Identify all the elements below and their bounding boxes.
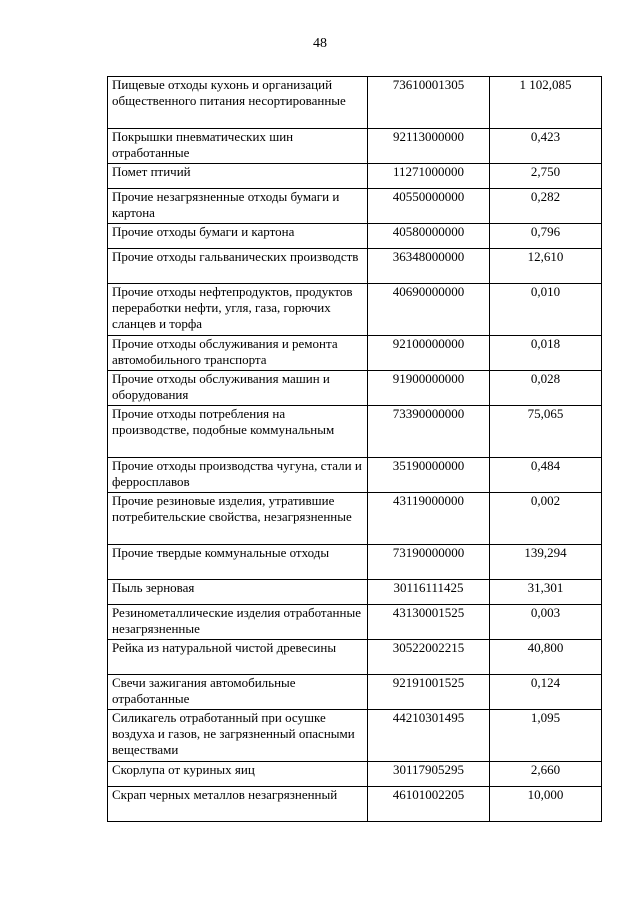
table-row bbox=[108, 224, 602, 249]
waste-code-cell: 40580000000 bbox=[368, 224, 490, 249]
waste-amount-cell: 1,095 bbox=[490, 710, 602, 762]
waste-name-cell: Рейка из натуральной чистой древесины bbox=[108, 640, 368, 675]
waste-amount-cell: 0,282 bbox=[490, 189, 602, 224]
waste-amount-cell: 0,796 bbox=[490, 224, 602, 249]
waste-amount-cell: 10,000 bbox=[490, 787, 602, 822]
table-row bbox=[108, 164, 602, 189]
waste-amount-cell: 0,484 bbox=[490, 458, 602, 493]
table-row bbox=[108, 284, 602, 336]
waste-name-cell: Прочие резиновые изделия, утратившие потребительские свойства, незагрязненные bbox=[108, 493, 368, 545]
waste-name-cell: Резинометаллические изделия отработанные незагрязненные bbox=[108, 605, 368, 640]
table-row bbox=[108, 406, 602, 458]
waste-code-cell: 43130001525 bbox=[368, 605, 490, 640]
waste-amount-cell: 0,010 bbox=[490, 284, 602, 336]
waste-amount-cell: 0,124 bbox=[490, 675, 602, 710]
waste-name-cell: Прочие отходы бумаги и картона bbox=[108, 224, 368, 249]
waste-name-cell: Пищевые отходы кухонь и организаций общественного питания несортированные bbox=[108, 77, 368, 129]
waste-name-cell: Свечи зажигания автомобильные отработанные bbox=[108, 675, 368, 710]
waste-code-cell: 36348000000 bbox=[368, 249, 490, 284]
table-row bbox=[108, 336, 602, 371]
waste-amount-cell: 0,423 bbox=[490, 129, 602, 164]
waste-code-cell: 30116111425 bbox=[368, 580, 490, 605]
waste-code-cell: 40690000000 bbox=[368, 284, 490, 336]
waste-code-cell: 11271000000 bbox=[368, 164, 490, 189]
waste-code-cell: 73610001305 bbox=[368, 77, 490, 129]
waste-code-cell: 46101002205 bbox=[368, 787, 490, 822]
waste-amount-cell: 40,800 bbox=[490, 640, 602, 675]
table-row bbox=[108, 249, 602, 284]
table-row bbox=[108, 605, 602, 640]
table-row bbox=[108, 493, 602, 545]
waste-amount-cell: 75,065 bbox=[490, 406, 602, 458]
waste-name-cell: Прочие отходы обслуживания и ремонта автомобильного транспорта bbox=[108, 336, 368, 371]
waste-code-cell: 43119000000 bbox=[368, 493, 490, 545]
waste-code-cell: 91900000000 bbox=[368, 371, 490, 406]
waste-name-cell: Пыль зерновая bbox=[108, 580, 368, 605]
waste-amount-cell: 0,003 bbox=[490, 605, 602, 640]
waste-amount-cell: 2,660 bbox=[490, 762, 602, 787]
waste-amount-cell: 0,002 bbox=[490, 493, 602, 545]
waste-code-cell: 30117905295 bbox=[368, 762, 490, 787]
waste-name-cell: Прочие отходы обслуживания машин и оборудования bbox=[108, 371, 368, 406]
waste-name-cell: Скрап черных металлов незагрязненный bbox=[108, 787, 368, 822]
waste-code-cell: 40550000000 bbox=[368, 189, 490, 224]
waste-amount-cell: 31,301 bbox=[490, 580, 602, 605]
table-row bbox=[108, 640, 602, 675]
waste-name-cell: Прочие отходы потребления на производстве, подобные коммунальным bbox=[108, 406, 368, 458]
waste-code-cell: 73190000000 bbox=[368, 545, 490, 580]
waste-code-cell: 73390000000 bbox=[368, 406, 490, 458]
table-body bbox=[108, 77, 602, 822]
waste-name-cell: Прочие отходы нефтепродуктов, продуктов переработки нефти, угля, газа, горючих сланцев и торфа bbox=[108, 284, 368, 336]
waste-name-cell: Скорлупа от куриных яиц bbox=[108, 762, 368, 787]
table-row bbox=[108, 77, 602, 129]
table-row bbox=[108, 580, 602, 605]
table-row bbox=[108, 189, 602, 224]
waste-amount-cell: 0,028 bbox=[490, 371, 602, 406]
waste-code-cell: 92100000000 bbox=[368, 336, 490, 371]
waste-amount-cell: 139,294 bbox=[490, 545, 602, 580]
waste-code-cell: 35190000000 bbox=[368, 458, 490, 493]
waste-name-cell: Прочие отходы производства чугуна, стали и ферросплавов bbox=[108, 458, 368, 493]
waste-table bbox=[107, 76, 602, 822]
waste-name-cell: Прочие незагрязненные отходы бумаги и картона bbox=[108, 189, 368, 224]
table-row bbox=[108, 710, 602, 762]
waste-code-cell: 92113000000 bbox=[368, 129, 490, 164]
waste-amount-cell: 0,018 bbox=[490, 336, 602, 371]
waste-code-cell: 30522002215 bbox=[368, 640, 490, 675]
table-row bbox=[108, 675, 602, 710]
waste-name-cell: Прочие отходы гальванических производств bbox=[108, 249, 368, 284]
table-row bbox=[108, 787, 602, 822]
table-row bbox=[108, 371, 602, 406]
waste-name-cell: Прочие твердые коммунальные отходы bbox=[108, 545, 368, 580]
waste-name-cell: Силикагель отработанный при осушке воздуха и газов, не загрязненный опасными веществами bbox=[108, 710, 368, 762]
waste-amount-cell: 2,750 bbox=[490, 164, 602, 189]
waste-amount-cell: 1 102,085 bbox=[490, 77, 602, 129]
waste-code-cell: 92191001525 bbox=[368, 675, 490, 710]
waste-amount-cell: 12,610 bbox=[490, 249, 602, 284]
table-row bbox=[108, 545, 602, 580]
waste-code-cell: 44210301495 bbox=[368, 710, 490, 762]
table-row bbox=[108, 458, 602, 493]
waste-name-cell: Покрышки пневматических шин отработанные bbox=[108, 129, 368, 164]
table-row bbox=[108, 762, 602, 787]
page-number: 48 bbox=[313, 36, 327, 51]
waste-name-cell: Помет птичий bbox=[108, 164, 368, 189]
table-row bbox=[108, 129, 602, 164]
